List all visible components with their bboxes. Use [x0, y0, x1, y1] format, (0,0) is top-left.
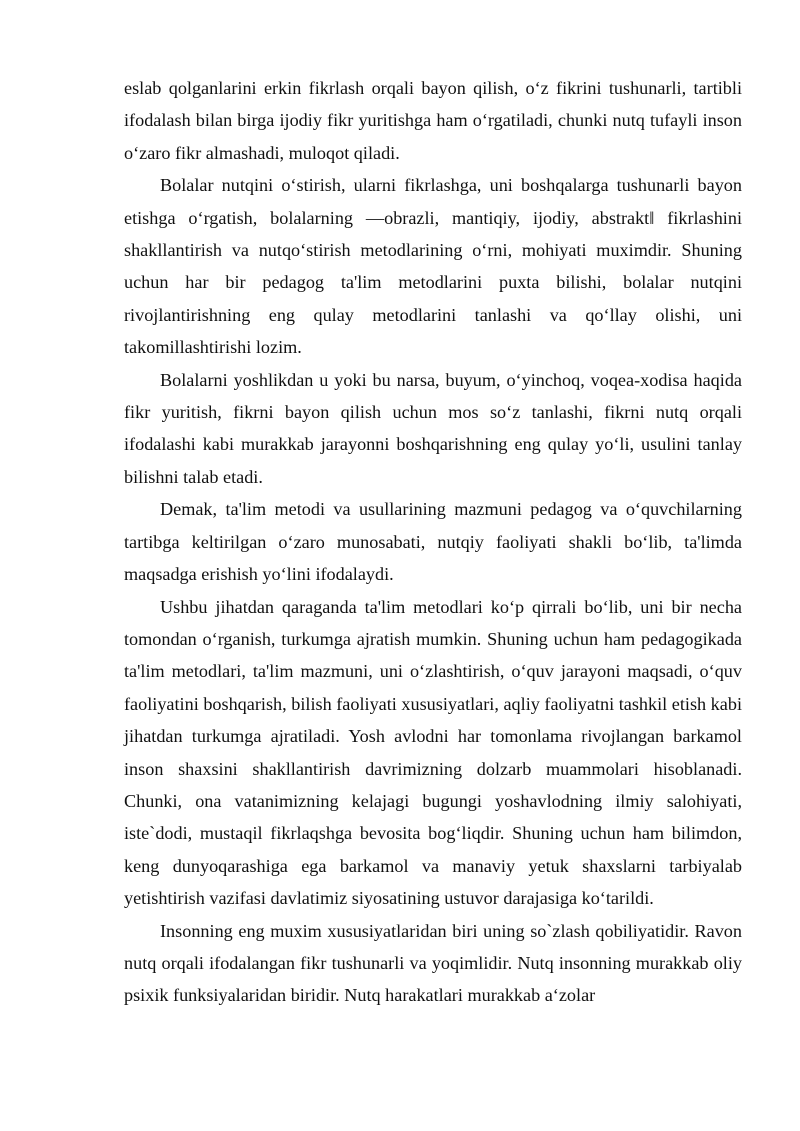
paragraph-4: Demak, ta'lim metodi va usullarining mazmuni pedagog va o‘quvchilarning tartibga keltirilgan o‘zaro munosabati, nutqiy faoliyati shakli bo‘lib, ta'limda maqsadga erishish yo‘lini ifodalaydi. — [124, 499, 742, 585]
paragraph-6: Insonning eng muxim xususiyatlaridan biri uning so`zlash qobiliyatidir. Ravon nutq orqali ifodalangan fikr tushunarli va yoqimlidir. Nutq insonning murakkab oliy psixik funksiyalaridan biridir. Nutq harakatlari murakkab a‘zolar — [124, 920, 742, 1006]
paragraph-2: Bolalar nutqini o‘stirish, ularni fikrlashga, uni boshqalarga tushunarli bayon etishga o‘rgatish, bolalarning ―obrazli, mantiqiy, ijodiy, abstrakt‖ fikrlashini shakllantirish va nutqo‘stirish metodlarining o‘rni, mohiyati muximdir. Shuning uchun har bir pedagog ta'lim metodlarini puxta bilishi, bolalar nutqini rivojlantirishning eng qulay metodlarini tanlashi va qo‘llay olishi, uni takomillashtirishi lozim. — [124, 175, 742, 358]
paragraph-3: Bolalarni yoshlikdan u yoki bu narsa, buyum, o‘yinchoq, voqea-xodisa haqida fikr yuritish, fikrni bayon qilish uchun mos so‘z tanlashi, fikrni nutq orqali ifodalashi kabi murakkab jarayonni boshqarishning eng qulay yo‘li, usulini tanlay bilishni talab etadi. — [124, 369, 742, 487]
document-body — [124, 72, 742, 1012]
paragraph-5: Ushbu jihatdan qaraganda ta'lim metodlari ko‘p qirrali bo‘lib, uni bir necha tomondan o‘rganish, turkumga ajratish mumkin. Shuning uchun ham pedagogikada ta'lim metodlari, ta'lim mazmuni, uni o‘zlashtirish, o‘quv jarayoni maqsadi, o‘quv faoliyatini boshqarish, bilish faoliyati xususiyatlari, aqliy faoliyatni tashkil etish kabi jihatdan turkumga ajratiladi. Yosh avlodni har tomonlama rivojlangan barkamol inson shaxsini shakllantirish davrimizning dolzarb muammolari hisoblanadi. Chunki, ona vatanimizning kelajagi bugungi yoshavlodning ilmiy salohiyati, iste`dodi, mustaqil fikrlaqshga bevosita bog‘liqdir. Shuning uchun ham bilimdon, keng dunyoqarashiga ega barkamol va manaviy yetuk shaxslarni tarbiyalab yetishtirish vazifasi davlatimiz siyosatining ustuvor darajasiga ko‘tarildi. — [124, 596, 742, 909]
paragraph-1: eslab qolganlarini erkin fikrlash orqali bayon qilish, o‘z fikrini tushunarli, tartibli ifodalash bilan birga ijodiy fikr yuritishga ham o‘rgatiladi, chunki nutq tufayli inson o‘zaro fikr almashadi, muloqot qiladi. — [124, 78, 742, 163]
